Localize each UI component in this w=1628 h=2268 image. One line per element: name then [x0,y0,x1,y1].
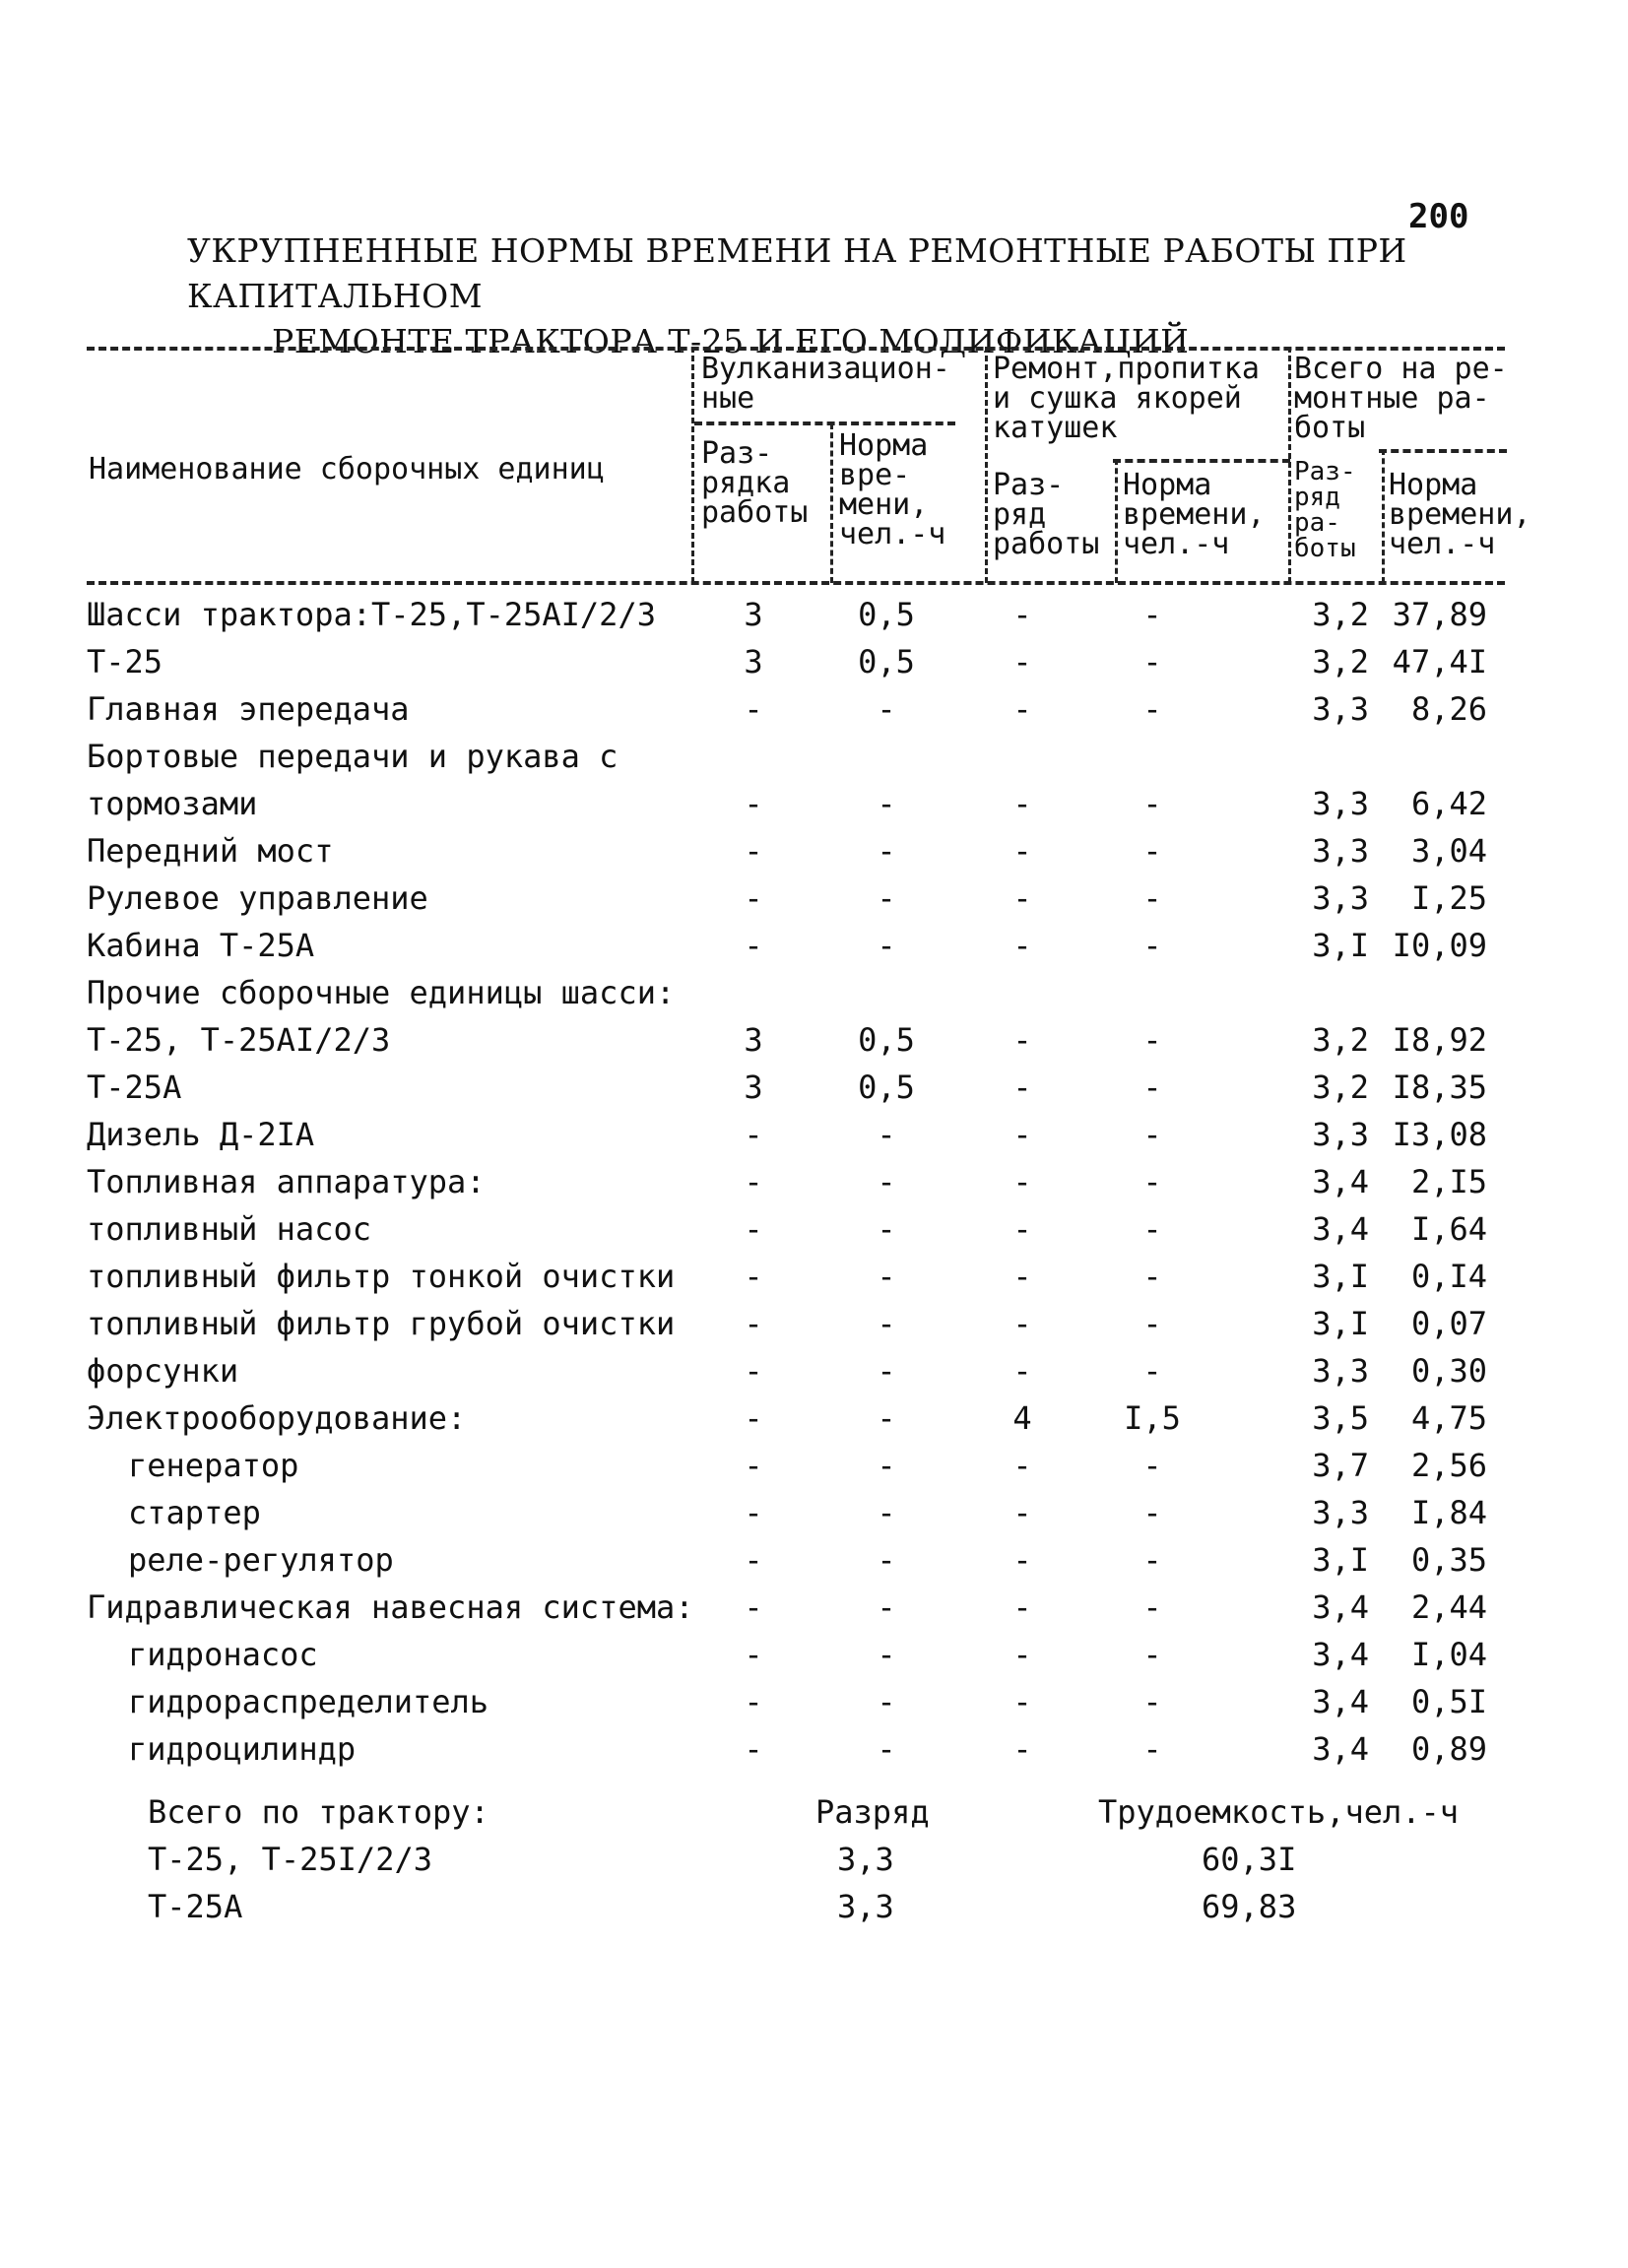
totals-row-1-name: Т-25, Т-25I/2/3 [148,1841,432,1878]
totals-labor-header: Трудоемкость,чел.-ч [1098,1793,1460,1831]
header-group2-norm: Норма времени, чел.-ч [1123,468,1266,561]
table-row [0,591,1628,638]
row-cell-c3: - [1012,1730,1032,1768]
row-cell-c1: - [744,1541,763,1579]
col-separator-1 [691,347,694,583]
totals-row-2-name: Т-25А [148,1888,243,1925]
row-cell-c2: - [877,1163,896,1200]
row-cell-c4: - [1142,1730,1162,1768]
row-cell-c6: 0,89 [1410,1730,1487,1768]
row-cell-c3: - [1012,1636,1032,1673]
row-cell-c3: - [1012,1210,1032,1248]
row-name: топливный фильтр грубой очистки [87,1305,676,1342]
table-row [0,969,1628,1016]
row-name: генератор [128,1447,299,1484]
row-cell-c5: 3,2 [1312,1069,1369,1106]
row-cell-c6: 47,4I [1392,643,1487,680]
row-cell-c4: - [1142,1352,1162,1390]
row-name: Т-25, Т-25АI/2/3 [87,1021,391,1059]
row-name: Рулевое управление [87,879,428,917]
row-cell-c1: - [744,1447,763,1484]
table-row [0,1442,1628,1489]
table-row [0,1536,1628,1584]
row-name: Прочие сборочные единицы шасси: [87,974,676,1011]
row-cell-c6: 2,I5 [1410,1163,1487,1200]
row-cell-c4: - [1142,643,1162,680]
row-cell-c3: - [1012,1069,1032,1106]
row-cell-c2: - [877,1210,896,1248]
table-row [0,875,1628,922]
row-cell-c1: 3 [744,1021,763,1059]
header-group1-rank: Раз- рядка работы [701,436,809,530]
row-cell-c5: 3,3 [1312,690,1369,728]
row-cell-c4: - [1142,1305,1162,1342]
row-cell-c2: - [877,1116,896,1153]
totals-row-2-labor: 69,83 [1202,1888,1297,1925]
row-cell-c6: I8,92 [1392,1021,1487,1059]
table-row [0,1205,1628,1253]
row-cell-c4: - [1142,785,1162,822]
row-cell-c6: 0,30 [1410,1352,1487,1390]
row-cell-c6: 0,I4 [1410,1258,1487,1295]
row-cell-c5: 3,3 [1312,879,1369,917]
row-cell-c4: - [1142,1636,1162,1673]
row-name: Т-25 [87,643,163,680]
group2-sub-rule [1113,459,1290,463]
row-name: реле-регулятор [128,1541,394,1579]
col-separator-5 [1288,347,1291,583]
row-cell-c3: - [1012,643,1032,680]
row-cell-c4: - [1142,1163,1162,1200]
row-cell-c5: 3,4 [1312,1730,1369,1768]
table-row [0,1394,1628,1442]
table-row [0,780,1628,827]
row-name: Кабина Т-25А [87,927,315,964]
row-cell-c6: 8,26 [1410,690,1487,728]
row-cell-c4: - [1142,1494,1162,1531]
row-cell-c4: I,5 [1124,1399,1181,1437]
table-row [0,1631,1628,1678]
totals-row-2-rank: 3,3 [837,1888,894,1925]
totals-label: Всего по трактору: [148,1793,489,1831]
row-name: форсунки [87,1352,239,1390]
row-cell-c4: - [1142,879,1162,917]
page-number: 200 [1408,197,1469,236]
row-cell-c5: 3,4 [1312,1163,1369,1200]
row-cell-c2: - [877,927,896,964]
row-cell-c4: - [1142,1069,1162,1106]
header-group3-norm: Норма времени, чел.-ч [1389,468,1531,561]
header-group2: Ремонт,пропитка и сушка якорей катушек [993,352,1260,445]
row-cell-c2: 0,5 [858,1069,915,1106]
row-cell-c1: - [744,1494,763,1531]
row-cell-c3: - [1012,1683,1032,1720]
row-cell-c5: 3,I [1312,1305,1369,1342]
row-cell-c2: - [877,1730,896,1768]
col-separator-3 [985,347,988,583]
header-top-rule [87,347,1505,351]
table-row [0,638,1628,685]
table-row [0,1300,1628,1347]
row-cell-c3: - [1012,1447,1032,1484]
row-cell-c1: - [744,1588,763,1626]
table-row [0,1111,1628,1158]
row-cell-c4: - [1142,1116,1162,1153]
row-cell-c4: - [1142,927,1162,964]
row-cell-c4: - [1142,1258,1162,1295]
group3-sub-rule [1379,449,1507,453]
row-cell-c4: - [1142,1588,1162,1626]
row-cell-c3: - [1012,596,1032,633]
row-cell-c5: 3,7 [1312,1447,1369,1484]
row-cell-c3: - [1012,927,1032,964]
header-group2-rank: Раз- ряд работы [993,468,1100,561]
row-name: гидронасос [128,1636,318,1673]
row-name: Гидравлическая навесная система: [87,1588,694,1626]
row-cell-c1: - [744,832,763,870]
row-name: Топливная аппаратура: [87,1163,486,1200]
row-cell-c5: 3,I [1312,1258,1369,1295]
header-name: Наименование сборочных единиц [89,452,605,486]
row-cell-c5: 3,I [1312,927,1369,964]
row-cell-c1: 3 [744,1069,763,1106]
row-cell-c1: - [744,1730,763,1768]
row-cell-c3: - [1012,832,1032,870]
row-cell-c3: - [1012,690,1032,728]
row-cell-c2: 0,5 [858,643,915,680]
table-row [0,1158,1628,1205]
row-cell-c4: - [1142,1683,1162,1720]
row-cell-c5: 3,4 [1312,1588,1369,1626]
row-cell-c1: - [744,690,763,728]
row-cell-c1: - [744,1116,763,1153]
row-cell-c5: 3,I [1312,1541,1369,1579]
row-cell-c3: - [1012,1258,1032,1295]
row-name: топливный фильтр тонкой очистки [87,1258,676,1295]
row-cell-c6: 0,5I [1410,1683,1487,1720]
row-cell-c5: 3,3 [1312,832,1369,870]
row-cell-c6: 0,07 [1410,1305,1487,1342]
table-row [0,1678,1628,1725]
row-cell-c5: 3,4 [1312,1683,1369,1720]
row-cell-c3: - [1012,1305,1032,1342]
table-row [0,1489,1628,1536]
row-cell-c1: - [744,879,763,917]
row-cell-c3: - [1012,785,1032,822]
group1-sub-rule [694,421,955,425]
table-row [0,1253,1628,1300]
row-cell-c4: - [1142,832,1162,870]
row-cell-c1: - [744,1163,763,1200]
row-cell-c5: 3,3 [1312,1494,1369,1531]
row-cell-c2: - [877,1541,896,1579]
row-cell-c3: - [1012,1541,1032,1579]
row-cell-c2: - [877,690,896,728]
row-cell-c3: - [1012,1494,1032,1531]
header-group1: Вулканизацион- ные [701,352,950,416]
row-cell-c6: I0,09 [1392,927,1487,964]
header-group3-rank: Раз- ряд ра- боты [1294,457,1356,563]
row-cell-c6: 4,75 [1410,1399,1487,1437]
totals-rank-header: Разряд [815,1793,930,1831]
row-cell-c1: - [744,1210,763,1248]
row-cell-c6: I,04 [1410,1636,1487,1673]
col-separator-4 [1115,459,1118,583]
row-cell-c4: - [1142,596,1162,633]
row-cell-c1: - [744,1258,763,1295]
title-line-1: УКРУПНЕННЫЕ НОРМЫ ВРЕМЕНИ НА РЕМОНТНЫЕ РАБОТЫ ПРИ КАПИТАЛЬНОМ [187,231,1407,315]
header-group1-norm: Норма вре- мени, чел.-ч [839,428,946,551]
table-row [0,922,1628,969]
row-cell-c5: 3,4 [1312,1210,1369,1248]
row-cell-c6: I8,35 [1392,1069,1487,1106]
row-name: гидроцилиндр [128,1730,357,1768]
row-cell-c2: - [877,785,896,822]
row-cell-c6: I,25 [1410,879,1487,917]
row-cell-c3: - [1012,1352,1032,1390]
row-cell-c1: 3 [744,596,763,633]
row-cell-c1: - [744,927,763,964]
row-name: Т-25А [87,1069,182,1106]
row-cell-c2: - [877,832,896,870]
row-cell-c4: - [1142,1447,1162,1484]
row-cell-c2: - [877,879,896,917]
table-row [0,827,1628,875]
row-cell-c5: 3,3 [1312,785,1369,822]
row-cell-c2: - [877,1494,896,1531]
document-title [187,228,1628,364]
row-name: Шасси трактора:Т-25,Т-25АI/2/3 [87,596,656,633]
row-name: топливный насос [87,1210,371,1248]
title-line-2: РЕМОНТЕ ТРАКТОРА Т-25 И ЕГО МОДИФИКАЦИЙ [272,322,1190,360]
row-cell-c5: 3,5 [1312,1399,1369,1437]
row-cell-c6: 37,89 [1392,596,1487,633]
row-cell-c2: 0,5 [858,1021,915,1059]
totals-row-1-rank: 3,3 [837,1841,894,1878]
table-row [0,1347,1628,1394]
row-cell-c6: 0,35 [1410,1541,1487,1579]
row-name: Бортовые передачи и рукава с [87,738,619,775]
header-bottom-rule [87,581,1505,585]
row-cell-c6: 2,44 [1410,1588,1487,1626]
row-name: Передний мост [87,832,334,870]
row-cell-c5: 3,2 [1312,1021,1369,1059]
table-row [0,1064,1628,1111]
row-cell-c2: - [877,1258,896,1295]
row-cell-c5: 3,3 [1312,1352,1369,1390]
header-group3: Всего на ре- монтные ра- боты [1294,352,1508,445]
row-name: Электрооборудование: [87,1399,467,1437]
row-cell-c1: 3 [744,643,763,680]
row-cell-c5: 3,2 [1312,596,1369,633]
row-cell-c2: - [877,1683,896,1720]
table-row [0,1584,1628,1631]
row-cell-c4: - [1142,1021,1162,1059]
row-cell-c4: - [1142,1541,1162,1579]
table-row [0,685,1628,733]
col-separator-2 [830,423,833,583]
row-cell-c6: I3,08 [1392,1116,1487,1153]
row-cell-c3: 4 [1012,1399,1032,1437]
table-row [0,733,1628,780]
row-name: Дизель Д-2IА [87,1116,315,1153]
row-cell-c2: - [877,1352,896,1390]
row-cell-c3: - [1012,1021,1032,1059]
row-cell-c2: - [877,1588,896,1626]
row-cell-c2: 0,5 [858,596,915,633]
row-cell-c3: - [1012,1163,1032,1200]
row-cell-c1: - [744,1683,763,1720]
row-cell-c1: - [744,1399,763,1437]
row-name: тормозами [87,785,258,822]
row-cell-c1: - [744,1305,763,1342]
row-cell-c4: - [1142,690,1162,728]
table-row [0,1725,1628,1773]
row-cell-c6: I,84 [1410,1494,1487,1531]
row-cell-c1: - [744,1636,763,1673]
row-cell-c6: 2,56 [1410,1447,1487,1484]
row-cell-c2: - [877,1399,896,1437]
col-separator-6 [1382,449,1385,583]
row-cell-c6: I,64 [1410,1210,1487,1248]
totals-row-1-labor: 60,3I [1202,1841,1297,1878]
table-row [0,1016,1628,1064]
row-cell-c2: - [877,1447,896,1484]
row-cell-c5: 3,2 [1312,643,1369,680]
row-name: гидрораспределитель [128,1683,489,1720]
row-cell-c6: 3,04 [1410,832,1487,870]
row-name: Главная эпередача [87,690,410,728]
row-cell-c3: - [1012,1588,1032,1626]
row-cell-c3: - [1012,1116,1032,1153]
row-name: стартер [128,1494,261,1531]
row-cell-c1: - [744,1352,763,1390]
row-cell-c4: - [1142,1210,1162,1248]
row-cell-c2: - [877,1305,896,1342]
row-cell-c5: 3,3 [1312,1116,1369,1153]
row-cell-c3: - [1012,879,1032,917]
row-cell-c2: - [877,1636,896,1673]
row-cell-c6: 6,42 [1410,785,1487,822]
row-cell-c1: - [744,785,763,822]
row-cell-c5: 3,4 [1312,1636,1369,1673]
